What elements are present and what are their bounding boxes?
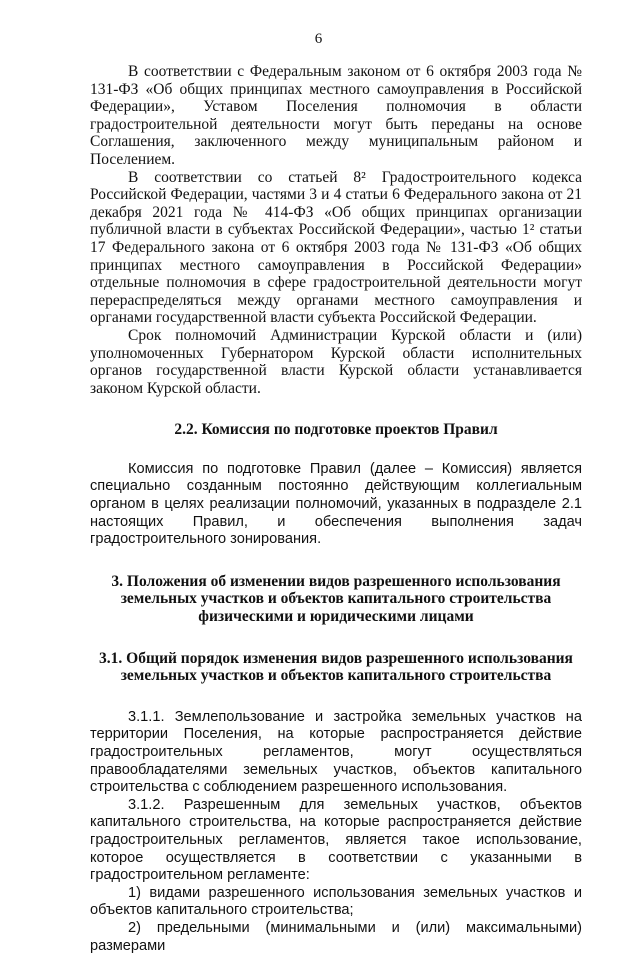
section-3-title-line-3: физическими и юридическими лицами (198, 608, 474, 626)
paragraph-redistribution: В соответствии со статьей 8² Градостроительного кодекса Российской Федерации, частями 3 и 4 статьи 6 Федерального закона от 21 декабря 2021 года № 414-ФЗ «Об общих принципах организации публичной власти в субъектах Российской Федерации», частью 1² статьи 17 Федерального закона от 6 октября 2003 года № 131-ФЗ «Об общих принципах местного самоуправления в Российской Федерации» отдельные полномочия в сфере градостроительной деятельности могут перераспределяться между органами местного самоуправления и органами государственной власти субъекта Российской Федерации. (90, 168, 582, 327)
section-3-title-line-1: 3. Положения об изменении видов разрешенного использования (111, 572, 561, 590)
section-2-2-title: 2.2. Комиссия по подготовке проектов Правил (174, 421, 498, 439)
section-3-1-title-line-2: земельных участков и объектов капитального строительства (120, 667, 552, 685)
list-item-2: 2) предельными (минимальными и (или) максимальными) размерами (90, 919, 582, 954)
section-3-title (90, 573, 582, 626)
section-2-2-text: Комиссия по подготовке Правил (далее – Комиссия) является специально созданным постоянно действующим коллегиальным органом в целях реализации полномочий, указанных в подразделе 2.1 настоящих Правил, и обеспечения выполнения задач градостроительного зонирования. (90, 460, 582, 548)
paragraph-term: Срок полномочий Администрации Курской области и (или) уполномоченных Губернатором Курской области исполнительных органов государственной власти Курской области устанавливается законом Курской области. (90, 326, 582, 397)
section-3-1-title-line-1: 3.1. Общий порядок изменения видов разрешенного использования (99, 649, 573, 667)
paragraph-3-1-1: 3.1.1. Землепользование и застройка земельных участков на территории Поселения, на которые распространяется действие градостроительных регламентов, могут осуществляться правообладателями земельных участков, объектов капитального строительства с соблюдением разрешенного использования. (90, 708, 582, 796)
section-3-title-line-2: земельных участков и объектов капитального строительства (120, 590, 552, 608)
section-3-1-title (90, 650, 582, 685)
page-number: 6 (314, 31, 323, 47)
paragraph-3-1-2: 3.1.2. Разрешенным для земельных участков, объектов капитального строительства, на которые распространяется действие градостроительных регламентов, является такое использование, которое осуществляется в соответствии с указанными в градостроительном регламенте: (90, 796, 582, 884)
list-item-1: 1) видами разрешенного использования земельных участков и объектов капитального строительства; (90, 884, 582, 919)
document-body (90, 63, 582, 955)
paragraph-delegation: В соответствии с Федеральным законом от 6 октября 2003 года № 131-ФЗ «Об общих принципах местного самоуправления в Российской Федерации», Уставом Поселения полномочия в области градостроительной деятельности могут быть переданы на основе Соглашения, заключенного между муниципальным районом и Поселением. (90, 63, 582, 168)
